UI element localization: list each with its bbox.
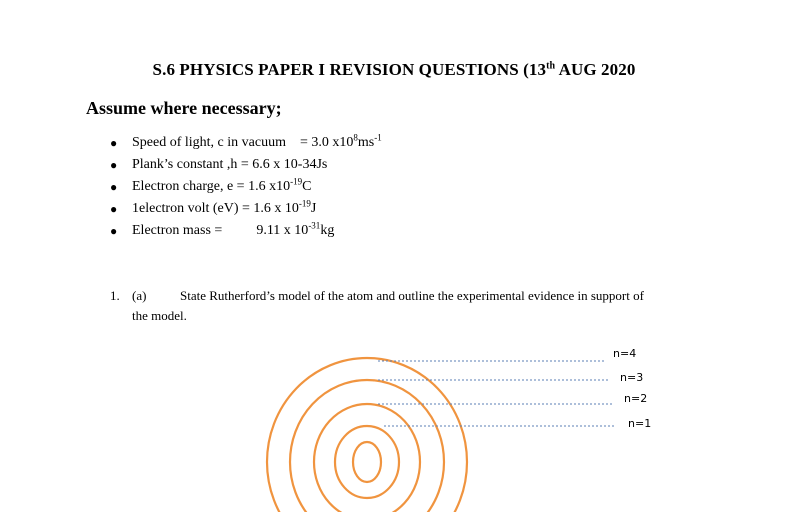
nucleus <box>353 442 381 482</box>
orbits <box>267 358 467 512</box>
list-item: ● Speed of light, c in vacuum = 3.0 $x10^8ms^{-1}$ <box>108 132 382 154</box>
question-number: 1. <box>110 288 120 303</box>
orbit-n2 <box>314 404 420 512</box>
bullet-icon: ● <box>110 180 118 194</box>
question-text-continuation: the model. <box>132 308 187 323</box>
level-label-n4: n=4 <box>613 347 637 360</box>
page-title: S.6 PHYSICS PAPER I REVISION QUESTIONS (13th AUG 2020 <box>152 60 636 79</box>
question-part: (a) <box>132 288 147 303</box>
assumptions-heading: Assume where necessary; <box>86 98 282 118</box>
title-superscript: th <box>546 60 556 72</box>
orbit-n1 <box>335 426 399 498</box>
bullet-icon: ● <box>110 224 118 238</box>
orbit-n3 <box>290 380 444 512</box>
level-label-n1: n=1 <box>628 417 652 430</box>
list-item: ● 1electron volt (eV) = 1.6 x $10^{-19}J$ <box>108 198 382 220</box>
question-text: State Rutherford’s model of the atom and outline the experimental evidence in support of <box>180 288 644 303</box>
level-label-n2: n=2 <box>624 392 648 405</box>
list-item: ● Electron mass = 9.11 x $10^{-31}kg$ <box>108 220 382 242</box>
bullet-icon: ● <box>110 158 118 172</box>
level-label-n3: n=3 <box>620 371 644 384</box>
bullet-icon: ● <box>110 202 118 216</box>
list-item: ● Electron charge, e = 1.6 $x10^{-19}C$ <box>108 176 382 198</box>
list-item: ● Plank’s constant ,h = 6.6 x 10-34Js <box>108 154 382 176</box>
bullet-icon: ● <box>110 136 118 150</box>
